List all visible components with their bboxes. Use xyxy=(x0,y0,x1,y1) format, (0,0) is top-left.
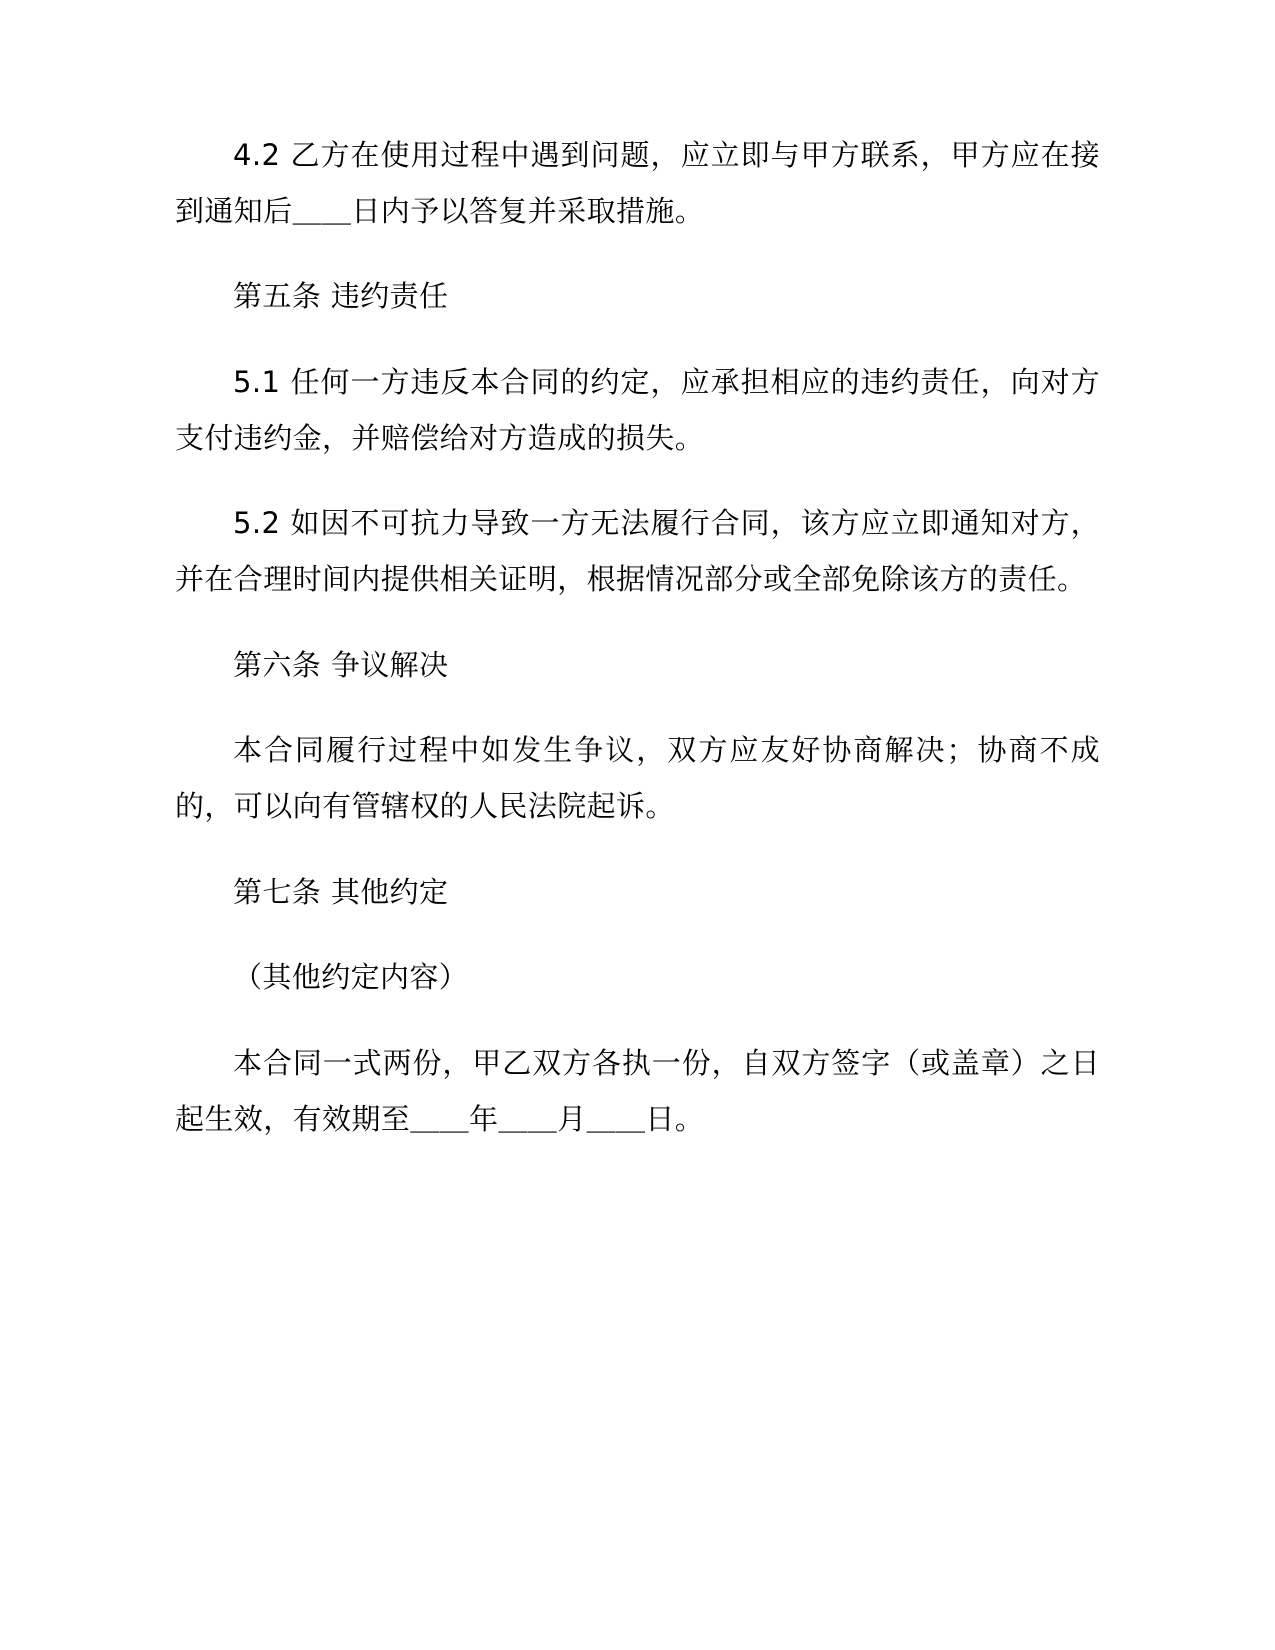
heading-article-five: 第五条 违约责任 xyxy=(233,279,449,314)
paragraph-5-2: 5.2 如因不可抗力导致一方无法履行合同，该方应立即通知对方，并在合理时间内提供相关证明，根据情况部分或全部免除该方的责任。 xyxy=(175,506,1100,597)
heading-article-six: 第六条 争议解决 xyxy=(233,647,449,682)
paragraph-4-2: 4.2 乙方在使用过程中遇到问题，应立即与甲方联系，甲方应在接到通知后＿＿日内予以答复并采取措施。 xyxy=(175,138,1100,228)
paragraph-6-1: 本合同履行过程中如发生争议，双方应友好协商解决；协商不成的，可以向有管辖权的人民法院起诉。 xyxy=(175,733,1100,824)
paragraph-7-1: （其他约定内容） xyxy=(233,960,469,995)
paragraph-closing: 本合同一式两份，甲乙双方各执一份，自双方签字（或盖章）之日起生效，有效期至＿＿年＿＿月＿＿日。 xyxy=(175,1046,1100,1136)
paragraph-5-1: 5.1 任何一方违反本合同的约定，应承担相应的违约责任，向对方支付违约金，并赔偿给对方造成的损失。 xyxy=(175,365,1100,455)
document-body xyxy=(175,128,1100,1147)
heading-article-seven: 第七条 其他约定 xyxy=(233,874,449,909)
